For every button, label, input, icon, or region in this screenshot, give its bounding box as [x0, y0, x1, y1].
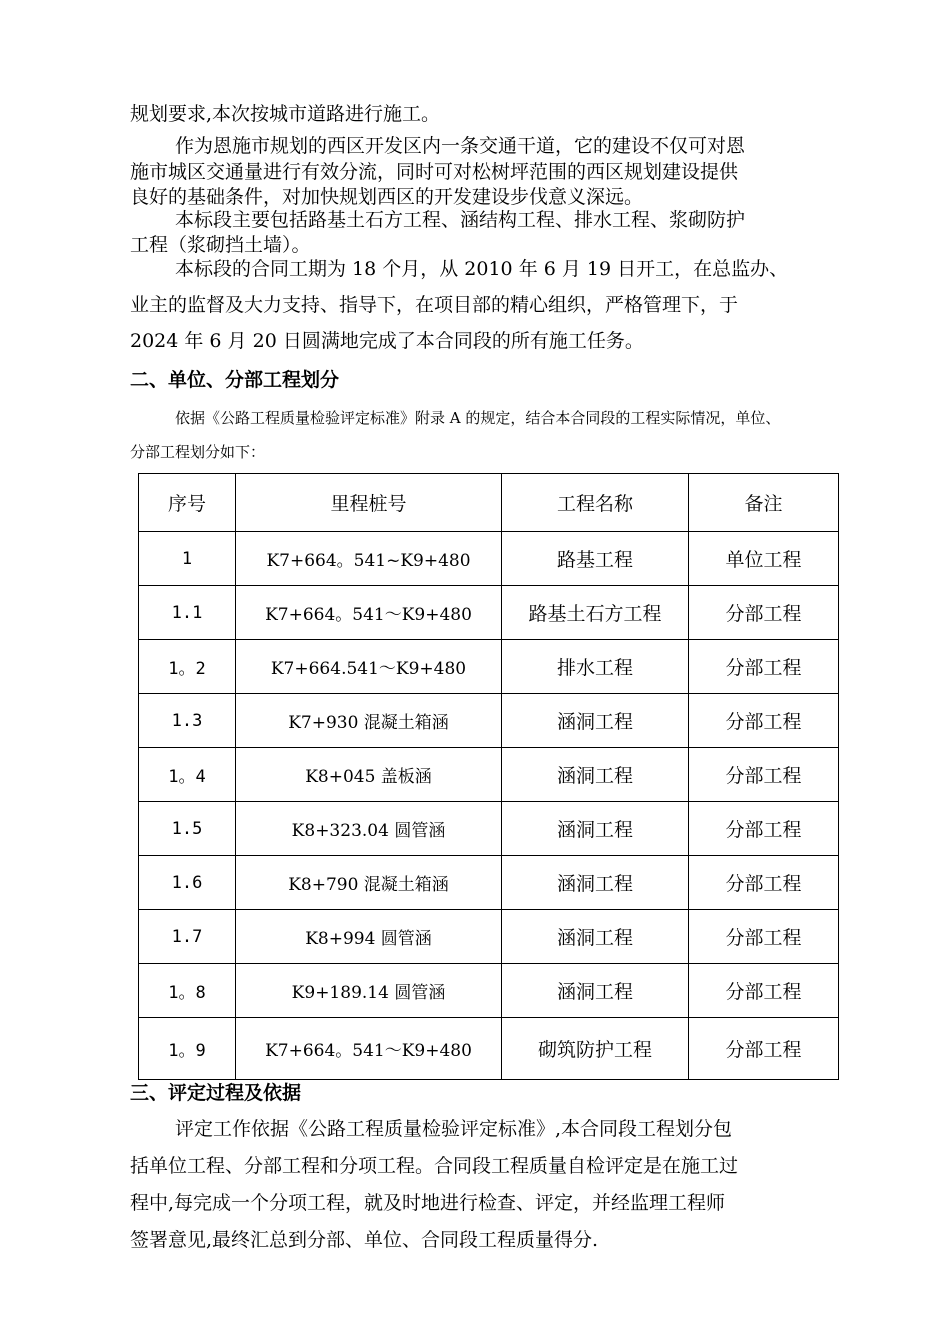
cell-remarks: 分部工程	[689, 856, 839, 910]
cell-project-name: 涵洞工程	[502, 856, 689, 910]
table-row	[139, 640, 839, 694]
paragraph-line: 良好的基础条件，对加快规划西区的开发建设步伐意义深远。	[130, 186, 644, 208]
section-description: 依据《公路工程质量检验评定标准》附录 A 的规定，结合本合同段的工程实际情况，单位、	[175, 409, 781, 427]
paragraph-line: 业主的监督及大力支持、指导下，在项目部的精心组织，严格管理下，于	[130, 294, 739, 316]
cell-station: K8+994 圆管涵	[236, 910, 502, 964]
table-row	[139, 694, 839, 748]
section-description: 分部工程划分如下：	[130, 443, 266, 461]
cell-project-name: 路基土石方工程	[502, 586, 689, 640]
col-header-station: 里程桩号	[236, 474, 502, 532]
paragraph-line: 程中,每完成一个分项工程，就及时地进行检查、评定，并经监理工程师	[130, 1192, 726, 1214]
cell-number: 1.6	[139, 856, 236, 910]
cell-station: K7+664.541～K9+480	[236, 640, 502, 694]
cell-station: K7+664。541～K9+480	[236, 1018, 502, 1080]
cell-remarks: 分部工程	[689, 802, 839, 856]
cell-number: 1	[139, 532, 236, 586]
paragraph-line: 本标段主要包括路基土石方工程、涵结构工程、排水工程、浆砌防护	[175, 209, 746, 231]
table-row	[139, 532, 839, 586]
cell-project-name: 涵洞工程	[502, 694, 689, 748]
col-header-project-name: 工程名称	[502, 474, 689, 532]
col-header-remarks: 备注	[689, 474, 839, 532]
table-row	[139, 802, 839, 856]
cell-number: 1.7	[139, 910, 236, 964]
paragraph-line: 括单位工程、分部工程和分项工程。合同段工程质量自检评定是在施工过	[130, 1155, 739, 1177]
table-row	[139, 748, 839, 802]
table-row	[139, 586, 839, 640]
cell-project-name: 砌筑防护工程	[502, 1018, 689, 1080]
cell-remarks: 分部工程	[689, 964, 839, 1018]
cell-number: 1.1	[139, 586, 236, 640]
cell-station: K7+930 混凝土箱涵	[236, 694, 502, 748]
section-heading: 二、单位、分部工程划分	[130, 369, 340, 391]
cell-number: 1。4	[139, 748, 236, 802]
cell-remarks: 分部工程	[689, 748, 839, 802]
paragraph-line: 评定工作依据《公路工程质量检验评定标准》,本合同段工程划分包	[175, 1118, 733, 1140]
section-heading: 三、评定过程及依据	[130, 1082, 302, 1104]
cell-project-name: 排水工程	[502, 640, 689, 694]
cell-station: K9+189.14 圆管涵	[236, 964, 502, 1018]
table-header-row	[139, 474, 839, 532]
paragraph-line: 2024 年 6 月 20 日圆满地完成了本合同段的所有施工任务。	[130, 330, 644, 352]
cell-remarks: 分部工程	[689, 640, 839, 694]
cell-project-name: 涵洞工程	[502, 964, 689, 1018]
paragraph-line: 作为恩施市规划的西区开发区内一条交通干道，它的建设不仅可对恩	[175, 135, 746, 157]
paragraph-line: 本标段的合同工期为 18 个月，从 2010 年 6 月 19 日开工，在总监办、	[175, 258, 789, 280]
cell-number: 1.3	[139, 694, 236, 748]
cell-number: 1.5	[139, 802, 236, 856]
division-table	[138, 473, 839, 1080]
cell-station: K8+045 盖板涵	[236, 748, 502, 802]
intro-line: 规划要求,本次按城市道路进行施工。	[130, 103, 441, 125]
cell-project-name: 涵洞工程	[502, 910, 689, 964]
table-row	[139, 856, 839, 910]
table-row	[139, 910, 839, 964]
paragraph-line: 签署意见,最终汇总到分部、单位、合同段工程质量得分.	[130, 1229, 599, 1251]
paragraph-line: 工程（浆砌挡土墙）。	[130, 234, 311, 256]
table-row	[139, 1018, 839, 1080]
cell-station: K7+664。541～K9+480	[236, 586, 502, 640]
cell-project-name: 涵洞工程	[502, 802, 689, 856]
cell-number: 1。8	[139, 964, 236, 1018]
cell-number: 1。9	[139, 1018, 236, 1080]
cell-station: K7+664。541~K9+480	[236, 532, 502, 586]
cell-project-name: 涵洞工程	[502, 748, 689, 802]
cell-number: 1。2	[139, 640, 236, 694]
cell-project-name: 路基工程	[502, 532, 689, 586]
cell-remarks: 分部工程	[689, 586, 839, 640]
cell-station: K8+790 混凝土箱涵	[236, 856, 502, 910]
cell-remarks: 分部工程	[689, 910, 839, 964]
cell-remarks: 分部工程	[689, 694, 839, 748]
col-header-number: 序号	[139, 474, 236, 532]
cell-station: K8+323.04 圆管涵	[236, 802, 502, 856]
cell-remarks: 单位工程	[689, 532, 839, 586]
cell-remarks: 分部工程	[689, 1018, 839, 1080]
table-row	[139, 964, 839, 1018]
paragraph-line: 施市城区交通量进行有效分流，同时可对松树坪范围的西区规划建设提供	[130, 161, 739, 183]
